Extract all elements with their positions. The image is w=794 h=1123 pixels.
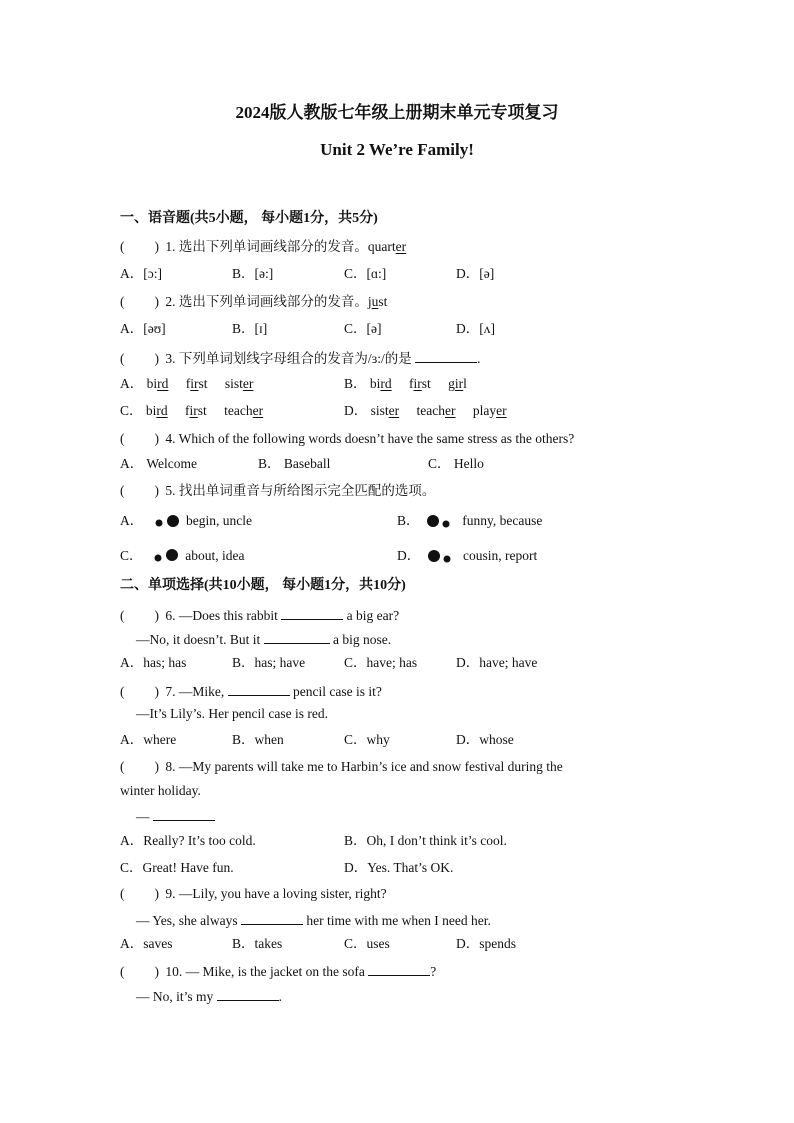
q7-option-b: B．when bbox=[232, 732, 284, 747]
page-subtitle: Unit 2 We’re Family! bbox=[320, 140, 474, 159]
question-8-line-2: winter holiday. bbox=[120, 783, 201, 798]
q2-option-a: A．[əʊ] bbox=[120, 321, 166, 336]
question-3: ( ) 3. 下列单词划线字母组合的发音为/ɜ:/的是 . bbox=[120, 348, 481, 368]
question-8-line-3: — bbox=[136, 806, 215, 826]
q2-option-b: B．[ɪ] bbox=[232, 321, 268, 336]
q3-option-b: B． bird first girl bbox=[344, 376, 467, 391]
q6-option-a: A．has; has bbox=[120, 655, 187, 670]
section-2-heading: 二、单项选择(共10小题， 每小题1分，共10分) bbox=[120, 578, 406, 593]
question-10: ( ) 10. — Mike, is the jacket on the sofa ? bbox=[120, 961, 436, 981]
q5-option-b: B． funny, because bbox=[397, 513, 543, 528]
q1-option-b: B．[ə:] bbox=[232, 266, 274, 281]
q6-option-d: D．have; have bbox=[456, 655, 538, 670]
stress-big-small-icon bbox=[423, 514, 459, 530]
q9-option-d: D．spends bbox=[456, 936, 516, 951]
q3-option-c: C． bird first teacher bbox=[120, 403, 264, 418]
q9-option-a: A．saves bbox=[120, 936, 173, 951]
q6-option-b: B．has; have bbox=[232, 655, 306, 670]
q4-option-b: B． Baseball bbox=[258, 456, 331, 471]
q8-option-a: A．Really? It’s too cold. bbox=[120, 833, 256, 848]
question-9-line-2: — Yes, she always her time with me when I need her. bbox=[136, 910, 491, 930]
q4-option-c: C． Hello bbox=[428, 456, 484, 471]
q7-option-a: A．where bbox=[120, 732, 177, 747]
stress-big-small-icon bbox=[424, 549, 460, 565]
question-8: ( ) 8. —My parents will take me to Harbin’s ice and snow festival during the bbox=[120, 759, 563, 774]
question-1: ( ) 1. 选出下列单词画线部分的发音。quarter bbox=[120, 239, 407, 254]
stress-small-big-icon bbox=[147, 514, 183, 530]
q5-option-d: D． cousin, report bbox=[397, 548, 538, 563]
q8-option-b: B．Oh, I don’t think it’s cool. bbox=[344, 833, 507, 848]
question-9: ( ) 9. —Lily, you have a loving sister, right? bbox=[120, 886, 387, 901]
q2-option-c: C．[ə] bbox=[344, 321, 382, 336]
q8-option-d: D．Yes. That’s OK. bbox=[344, 860, 454, 875]
stress-small-big-icon bbox=[146, 549, 182, 565]
question-2: ( ) 2. 选出下列单词画线部分的发音。just bbox=[120, 294, 388, 309]
question-4: ( ) 4. Which of the following words doesn’t have the same stress as the others? bbox=[120, 431, 575, 446]
question-10-line-2: — No, it’s my . bbox=[136, 986, 282, 1006]
q9-option-b: B．takes bbox=[232, 936, 283, 951]
q4-option-a: A． Welcome bbox=[120, 456, 198, 471]
q1-option-d: D．[ə] bbox=[456, 266, 495, 281]
q1-option-c: C．[ɑ:] bbox=[344, 266, 387, 281]
q7-option-d: D．whose bbox=[456, 732, 514, 747]
q5-option-c: C． about, idea bbox=[120, 548, 245, 563]
q1-option-a: A．[ɔ:] bbox=[120, 266, 162, 281]
question-7: ( ) 7. —Mike, pencil case is it? bbox=[120, 681, 382, 701]
section-1-heading: 一、语音题(共5小题， 每小题1分，共5分) bbox=[120, 211, 378, 226]
question-6: ( ) 6. —Does this rabbit a big ear? bbox=[120, 605, 399, 625]
q3-option-a: A． bird first sister bbox=[120, 376, 254, 391]
q6-option-c: C．have; has bbox=[344, 655, 418, 670]
q9-option-c: C．uses bbox=[344, 936, 390, 951]
question-7-line-2: —It’s Lily’s. Her pencil case is red. bbox=[136, 706, 328, 721]
question-5: ( ) 5. 找出单词重音与所给图示完全匹配的选项。 bbox=[120, 483, 436, 498]
q7-option-c: C．why bbox=[344, 732, 390, 747]
q5-option-a: A． begin, uncle bbox=[120, 513, 252, 528]
question-6-line-2: —No, it doesn’t. But it a big nose. bbox=[136, 629, 391, 649]
page-title: 2024版人教版七年级上册期末单元专项复习 bbox=[235, 103, 559, 122]
q2-option-d: D．[ʌ] bbox=[456, 321, 495, 336]
q8-option-c: C．Great! Have fun. bbox=[120, 860, 234, 875]
q3-option-d: D． sister teacher player bbox=[344, 403, 507, 418]
